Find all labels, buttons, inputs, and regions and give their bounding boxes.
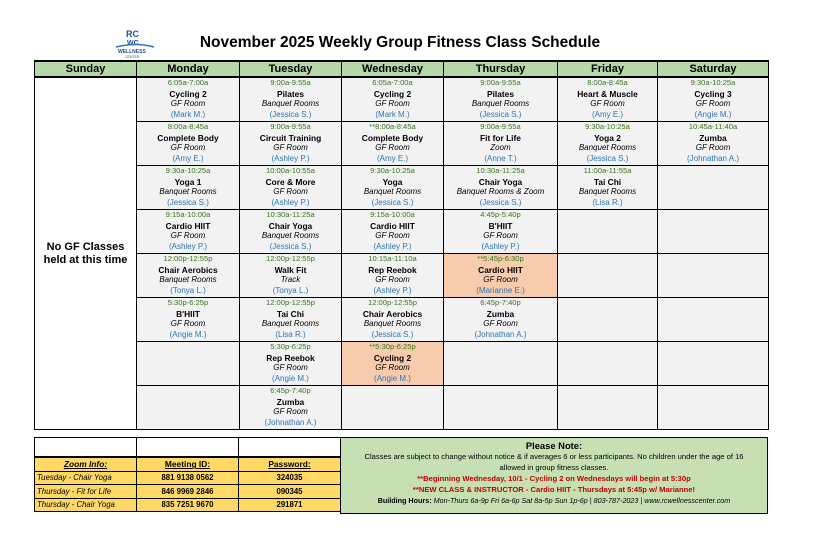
- schedule-row: [35, 122, 769, 166]
- class-name: Cardio HIIT: [165, 220, 211, 231]
- class-instructor: (Tonya L.): [272, 285, 309, 295]
- class-room: GF Room: [695, 99, 731, 109]
- class-room: GF Room: [170, 231, 206, 241]
- zoom-row: [35, 471, 341, 485]
- class-cell: [444, 166, 558, 210]
- zoom-password: 324035: [239, 471, 341, 485]
- class-cell: [342, 122, 444, 166]
- class-name: Pilates: [276, 88, 304, 99]
- class-room: Banquet Rooms: [261, 231, 320, 241]
- class-instructor: (Ashley P.): [373, 241, 412, 251]
- class-cell: [558, 77, 658, 122]
- class-cell: [558, 166, 658, 210]
- class-cell: [240, 166, 342, 210]
- class-time: 12:00p-12:55p: [266, 298, 315, 307]
- hours-label: Building Hours:: [377, 496, 432, 505]
- class-cell: [342, 210, 444, 254]
- class-cell: [444, 122, 558, 166]
- class-room: GF Room: [483, 319, 518, 329]
- class-room: GF Room: [483, 275, 518, 285]
- class-room: Banquet Rooms: [261, 319, 320, 329]
- class-name: Yoga 1: [174, 176, 202, 187]
- zoom-class-name: - Fit for Life: [69, 486, 112, 496]
- class-instructor: (Ashley P.): [373, 285, 412, 295]
- class-room: Track: [280, 275, 301, 285]
- class-cell: [444, 298, 558, 342]
- class-instructor: (Jessica S.): [371, 197, 414, 207]
- class-time: 9:30a-10:25a: [165, 166, 211, 175]
- class-time: 9:00a-9:55a: [480, 122, 521, 131]
- class-instructor: (Lisa R.): [592, 197, 623, 207]
- class-instructor: (Amy E.): [172, 153, 204, 163]
- zoom-info-header: Zoom Info:: [35, 458, 137, 472]
- class-cell: [240, 342, 342, 386]
- class-instructor: (Angie M.): [169, 329, 207, 339]
- class-instructor: (Ashley P.): [271, 197, 310, 207]
- class-time: 10:45a-11:40a: [688, 122, 738, 131]
- class-time: 6:45p-7:40p: [270, 386, 311, 395]
- class-cell: [137, 298, 240, 342]
- class-instructor: (Jessica S.): [586, 153, 629, 163]
- zoom-class: [35, 498, 137, 512]
- class-instructor: (Angie M.): [374, 373, 411, 383]
- empty-cell: [658, 254, 769, 298]
- class-name: Cardio HIIT: [370, 220, 415, 231]
- building-hours: [341, 495, 767, 506]
- sunday-note: No GF Classes held at this time: [35, 77, 137, 430]
- class-name: Rep Reebok: [368, 264, 417, 275]
- zoom-row: [35, 485, 341, 499]
- class-cell: [342, 298, 444, 342]
- class-room: GF Room: [375, 143, 410, 153]
- class-name: Chair Yoga: [268, 220, 313, 231]
- zoom-info-table: [34, 457, 341, 512]
- class-name: Cardio HIIT: [478, 264, 523, 275]
- zoom-password: 291871: [239, 498, 341, 512]
- blank-cell: [136, 437, 239, 457]
- empty-cell: [558, 386, 658, 430]
- class-name: Tai Chi: [276, 308, 305, 319]
- empty-cell: [444, 342, 558, 386]
- class-cell: [444, 210, 558, 254]
- day-header-thursday: Thursday: [444, 61, 558, 77]
- note-line-2: **Beginning Wednesday, 10/1 - Cycling 2 on Wednesdays will begin at 5:30p: [417, 474, 691, 483]
- class-time: 12:00p-12:55p: [266, 254, 315, 263]
- class-instructor: (Amy E.): [376, 153, 409, 163]
- note-line-1: Classes are subject to change without notice & if averages 6 or less participants. No children under the age of 16 allowed in group fitness classes.: [364, 452, 744, 472]
- empty-cell: [137, 342, 240, 386]
- day-header-row: [35, 61, 769, 77]
- empty-cell: [342, 386, 444, 430]
- class-instructor: (Ashley P.): [271, 153, 310, 163]
- class-room: GF Room: [273, 143, 308, 153]
- class-name: Pilates: [486, 88, 514, 99]
- day-header-friday: Friday: [558, 61, 658, 77]
- zoom-day: Thursday: [37, 500, 70, 510]
- class-name: B'HIIT: [176, 308, 200, 319]
- class-room: Banquet Rooms: [578, 187, 637, 197]
- zoom-day: Thursday: [37, 486, 70, 496]
- class-instructor: (Jessica S.): [167, 197, 209, 207]
- class-instructor: (Angie M.): [694, 109, 732, 119]
- class-time: 12:00p-12:55p: [163, 254, 213, 263]
- class-room: Banquet Rooms & Zoom: [456, 187, 545, 197]
- class-cell: [240, 122, 342, 166]
- class-name: Tai Chi: [593, 176, 622, 187]
- class-name: Zumba: [699, 132, 727, 143]
- class-name: Fit for Life: [480, 132, 521, 143]
- class-room: Banquet Rooms: [261, 99, 320, 109]
- class-name: Zumba: [486, 308, 515, 319]
- class-instructor: (Jessica S.): [479, 109, 522, 119]
- class-name: Heart & Muscle: [577, 88, 638, 99]
- class-cell: [558, 122, 658, 166]
- class-cell: [658, 122, 769, 166]
- class-room: GF Room: [170, 319, 206, 329]
- class-instructor: (Johnathan A.): [474, 329, 527, 339]
- class-time: 9:00a-9:55a: [480, 78, 521, 87]
- class-time: 9:30a-10:25a: [585, 122, 630, 131]
- class-cell: [240, 77, 342, 122]
- note-heading: Please Note:: [525, 440, 583, 451]
- class-room: Zoom: [490, 143, 511, 153]
- class-room: GF Room: [273, 407, 308, 417]
- class-room: GF Room: [170, 143, 206, 153]
- class-time: 6:45p-7:40p: [480, 298, 521, 307]
- schedule-row: [35, 77, 769, 122]
- class-instructor: (Jessica S.): [269, 241, 312, 251]
- class-time: 10:30a-11:25a: [266, 210, 315, 219]
- meeting-id-header: Meeting ID:: [137, 458, 239, 472]
- class-name: Walk Fit: [274, 264, 307, 275]
- class-cell: [137, 122, 240, 166]
- schedule-row: [35, 386, 769, 430]
- class-time: 9:00a-9:55a: [270, 78, 311, 87]
- class-room: Banquet Rooms: [159, 187, 217, 197]
- class-instructor: (Amy E.): [591, 109, 624, 119]
- class-name: Rep Reebok: [266, 352, 315, 363]
- empty-cell: [444, 386, 558, 430]
- class-name: Cycling 3: [694, 88, 732, 99]
- class-room: Banquet Rooms: [159, 275, 217, 285]
- class-cell: [240, 210, 342, 254]
- class-time: 12:00p-12:55p: [368, 298, 417, 307]
- password-header: Password:: [239, 458, 341, 472]
- zoom-class-name: - Chair Yoga: [69, 500, 115, 510]
- logo-wellness: WELLNESS: [118, 49, 146, 55]
- class-instructor: (Angie M.): [272, 373, 309, 383]
- class-cell: [137, 254, 240, 298]
- class-room: GF Room: [273, 363, 308, 373]
- class-time: 10:30a-11:25a: [476, 166, 525, 175]
- logo-wc: WC: [127, 40, 139, 47]
- day-header-sunday: Sunday: [35, 61, 137, 77]
- class-time: 9:30a-10:25a: [690, 78, 736, 87]
- class-room: GF Room: [375, 231, 410, 241]
- class-cell: [137, 77, 240, 122]
- class-cell: [444, 254, 558, 298]
- day-header-monday: Monday: [137, 61, 240, 77]
- empty-cell: [658, 166, 769, 210]
- class-cell: [137, 166, 240, 210]
- class-time: 4:45p-5:40p: [480, 210, 521, 219]
- class-instructor: (Johnathan A.): [264, 417, 317, 427]
- schedule-row: [35, 254, 769, 298]
- class-instructor: (Mark M.): [170, 109, 206, 119]
- schedule-table: [34, 60, 769, 430]
- class-cell: [658, 77, 769, 122]
- class-room: Banquet Rooms: [578, 143, 637, 153]
- class-time: 5:30p-6:25p: [270, 342, 311, 351]
- class-room: GF Room: [170, 99, 206, 109]
- class-room: Banquet Rooms: [363, 187, 422, 197]
- class-cell: [240, 386, 342, 430]
- zoom-meeting-id: 835 7251 9670: [137, 498, 239, 512]
- class-name: Complete Body: [157, 132, 219, 143]
- class-name: Chair Aerobics: [362, 308, 423, 319]
- class-room: Banquet Rooms: [471, 99, 530, 109]
- class-instructor: (Jessica S.): [479, 197, 522, 207]
- class-instructor: (Ashley P.): [481, 241, 520, 251]
- logo-center: CENTER: [125, 55, 140, 59]
- class-room: GF Room: [695, 143, 731, 153]
- class-name: Circuit Training: [259, 132, 322, 143]
- class-instructor: (Lisa R.): [275, 329, 306, 339]
- hours-text: Mon-Thurs 6a-9p Fri 6a-6p Sat 8a-5p Sun 1p-6p | 803-787-2023 | www.rcwellnesscenter.com: [431, 496, 731, 505]
- day-header-saturday: Saturday: [658, 61, 769, 77]
- class-instructor: (Johnathan A.): [686, 153, 740, 163]
- class-name: Cycling 2: [169, 88, 207, 99]
- class-cell: [240, 298, 342, 342]
- schedule-row: [35, 210, 769, 254]
- empty-cell: [658, 298, 769, 342]
- day-header-wednesday: Wednesday: [342, 61, 444, 77]
- class-cell: [342, 77, 444, 122]
- zoom-day: Tuesday: [37, 473, 67, 483]
- class-time: 9:15a-10:00a: [165, 210, 211, 219]
- page-title: November 2025 Weekly Group Fitness Class Schedule: [199, 34, 601, 51]
- zoom-meeting-id: 881 9138 0562: [137, 471, 239, 485]
- class-name: Cycling 2: [373, 88, 412, 99]
- class-cell: [444, 77, 558, 122]
- class-instructor: (Jessica S.): [269, 109, 312, 119]
- class-time: 8:00a-8:45a: [167, 122, 209, 131]
- class-time: 9:30a-10:25a: [370, 166, 415, 175]
- zoom-row: [35, 498, 341, 512]
- class-room: GF Room: [375, 363, 410, 373]
- note-line-3: **NEW CLASS & INSTRUCTOR - Cardio HIIT - Thursdays at 5:45p w/ Marianne!: [412, 485, 696, 494]
- empty-cell: [558, 210, 658, 254]
- class-time: 10:15a-11:10a: [368, 254, 417, 263]
- zoom-class-name: - Chair Yoga: [66, 473, 112, 483]
- class-name: Yoga 2: [594, 132, 621, 143]
- zoom-class: [35, 485, 137, 499]
- class-room: GF Room: [590, 99, 625, 109]
- class-name: Zumba: [276, 396, 305, 407]
- class-time: 9:15a-10:00a: [370, 210, 415, 219]
- schedule-row: [35, 166, 769, 210]
- class-time: 9:00a-9:55a: [270, 122, 311, 131]
- zoom-class: [35, 471, 137, 485]
- class-time: **8:00a-8:45a: [369, 122, 416, 131]
- class-cell: [137, 210, 240, 254]
- class-time: **5:30p-6:25p: [369, 342, 416, 351]
- empty-cell: [658, 386, 769, 430]
- class-time: 6:05a-7:00a: [167, 78, 209, 87]
- class-instructor: (Marianne E.): [476, 285, 525, 295]
- class-room: GF Room: [375, 275, 410, 285]
- schedule-row: [35, 342, 769, 386]
- day-header-tuesday: Tuesday: [240, 61, 342, 77]
- class-instructor: (Jessica S.): [371, 329, 414, 339]
- class-name: Chair Yoga: [478, 176, 523, 187]
- class-name: B'HIIT: [488, 220, 513, 231]
- class-instructor: (Mark M.): [375, 109, 410, 119]
- logo-rc: RC: [126, 29, 139, 39]
- class-name: Chair Aerobics: [158, 264, 218, 275]
- class-time: 11:00a-11:55a: [583, 166, 632, 175]
- empty-cell: [137, 386, 240, 430]
- class-room: Banquet Rooms: [363, 319, 422, 329]
- empty-cell: [558, 342, 658, 386]
- class-instructor: (Anne T.): [484, 153, 517, 163]
- blank-cell: [238, 437, 341, 457]
- class-name: Core & More: [265, 176, 316, 187]
- class-name: Yoga: [382, 176, 403, 187]
- class-name: Cycling 2: [373, 352, 412, 363]
- blank-cell: [34, 437, 137, 457]
- class-time: **5:45p-6:30p: [477, 254, 524, 263]
- rcwc-logo: [112, 27, 158, 59]
- zoom-header-row: [35, 458, 341, 472]
- class-cell: [342, 254, 444, 298]
- zoom-meeting-id: 846 9969 2846: [137, 485, 239, 499]
- class-time: 5:30p-6:25p: [167, 298, 209, 307]
- schedule-row: [35, 298, 769, 342]
- empty-cell: [558, 254, 658, 298]
- empty-cell: [658, 210, 769, 254]
- please-note-box: [340, 437, 768, 514]
- class-room: GF Room: [375, 99, 410, 109]
- class-room: GF Room: [483, 231, 518, 241]
- class-room: GF Room: [273, 187, 308, 197]
- class-instructor: (Tonya L.): [170, 285, 206, 295]
- class-cell: [240, 254, 342, 298]
- class-name: Complete Body: [361, 132, 424, 143]
- empty-cell: [558, 298, 658, 342]
- empty-cell: [658, 342, 769, 386]
- zoom-password: 090345: [239, 485, 341, 499]
- class-cell: [342, 342, 444, 386]
- class-time: 8:00a-8:45a: [587, 78, 628, 87]
- class-time: 6:05a-7:00a: [372, 78, 413, 87]
- class-instructor: (Ashley P.): [168, 241, 208, 251]
- class-cell: [342, 166, 444, 210]
- class-time: 10:00a-10:55a: [266, 166, 315, 175]
